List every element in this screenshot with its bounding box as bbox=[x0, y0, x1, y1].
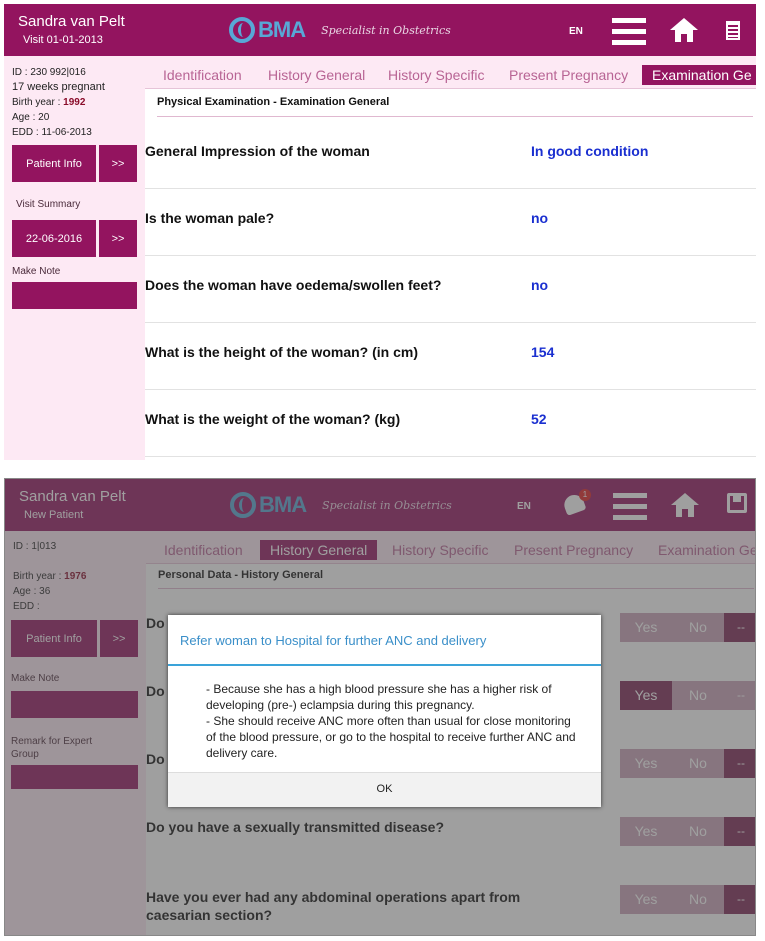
make-note-field[interactable] bbox=[12, 282, 137, 309]
menu-icon[interactable] bbox=[612, 18, 646, 48]
ok-button[interactable]: OK bbox=[168, 772, 601, 807]
bma-logo-icon bbox=[229, 17, 255, 43]
patient-info-button[interactable]: Patient Info bbox=[12, 145, 96, 182]
document-icon[interactable] bbox=[726, 21, 740, 40]
question-text: What is the height of the woman? (in cm) bbox=[145, 344, 418, 360]
age: Age : 20 bbox=[12, 112, 50, 123]
referral-dialog bbox=[168, 615, 601, 807]
visit-summary-date-button[interactable]: 22-06-2016 bbox=[12, 220, 96, 257]
answer-value[interactable]: 52 bbox=[531, 411, 547, 427]
dialog-divider bbox=[168, 664, 601, 666]
logo-text: BMA bbox=[258, 17, 306, 42]
visit-label: Visit 01-01-2013 bbox=[23, 34, 103, 46]
patient-id: ID : 230 992|016 bbox=[12, 67, 86, 78]
tab-present-pregnancy[interactable]: Present Pregnancy bbox=[509, 67, 629, 83]
answer-value[interactable]: In good condition bbox=[531, 143, 649, 159]
home-icon[interactable] bbox=[670, 18, 698, 44]
make-note-label: Make Note bbox=[12, 266, 61, 277]
patient-info-expand-button[interactable]: >> bbox=[99, 145, 137, 182]
answer-value[interactable]: 154 bbox=[531, 344, 555, 360]
visit-summary-label: Visit Summary bbox=[16, 199, 81, 210]
top-bar bbox=[4, 4, 756, 56]
section-title: Physical Examination - Examination General bbox=[157, 96, 753, 117]
pregnancy-weeks: 17 weeks pregnant bbox=[12, 81, 105, 93]
question-row[interactable] bbox=[145, 323, 756, 390]
question-text: Does the woman have oedema/swollen feet? bbox=[145, 277, 442, 293]
question-row[interactable] bbox=[145, 390, 756, 457]
sidebar bbox=[4, 56, 145, 460]
question-row[interactable] bbox=[145, 122, 756, 189]
bma-logo bbox=[229, 17, 451, 43]
tab-examination-general[interactable]: Examination Ge bbox=[642, 65, 756, 85]
dialog-message: - Because she has a high blood pressure she has a higher risk of developing (pre-) eclampsia during this pregnancy. - She should receive ANC more often than usual for close monitoring of the blood pressure, or go to the hospital to receive further ANC and delivery care. bbox=[206, 682, 576, 760]
screen-history-general bbox=[4, 478, 756, 936]
answer-value[interactable]: no bbox=[531, 277, 549, 293]
birth-year: Birth year : 1992 bbox=[12, 97, 86, 108]
question-text: Is the woman pale? bbox=[145, 210, 275, 226]
language-button[interactable]: EN bbox=[569, 26, 583, 37]
answer-value[interactable]: no bbox=[531, 210, 549, 226]
question-row[interactable] bbox=[145, 189, 756, 256]
logo-tagline: Specialist in Obstetrics bbox=[321, 23, 451, 37]
dialog-title: Refer woman to Hospital for further ANC and delivery bbox=[180, 633, 487, 648]
visit-summary-expand-button[interactable]: >> bbox=[99, 220, 137, 257]
screen-examination-general bbox=[4, 4, 756, 460]
tab-history-specific[interactable]: History Specific bbox=[388, 67, 485, 83]
edd: EDD : 11-06-2013 bbox=[12, 127, 92, 138]
question-row[interactable] bbox=[145, 256, 756, 323]
patient-name: Sandra van Pelt bbox=[18, 13, 125, 30]
question-text: What is the weight of the woman? (kg) bbox=[145, 411, 401, 427]
question-text: General Impression of the woman bbox=[145, 143, 370, 159]
tab-identification[interactable]: Identification bbox=[163, 67, 242, 83]
tab-history-general[interactable]: History General bbox=[268, 67, 366, 83]
tab-bar bbox=[145, 56, 756, 89]
